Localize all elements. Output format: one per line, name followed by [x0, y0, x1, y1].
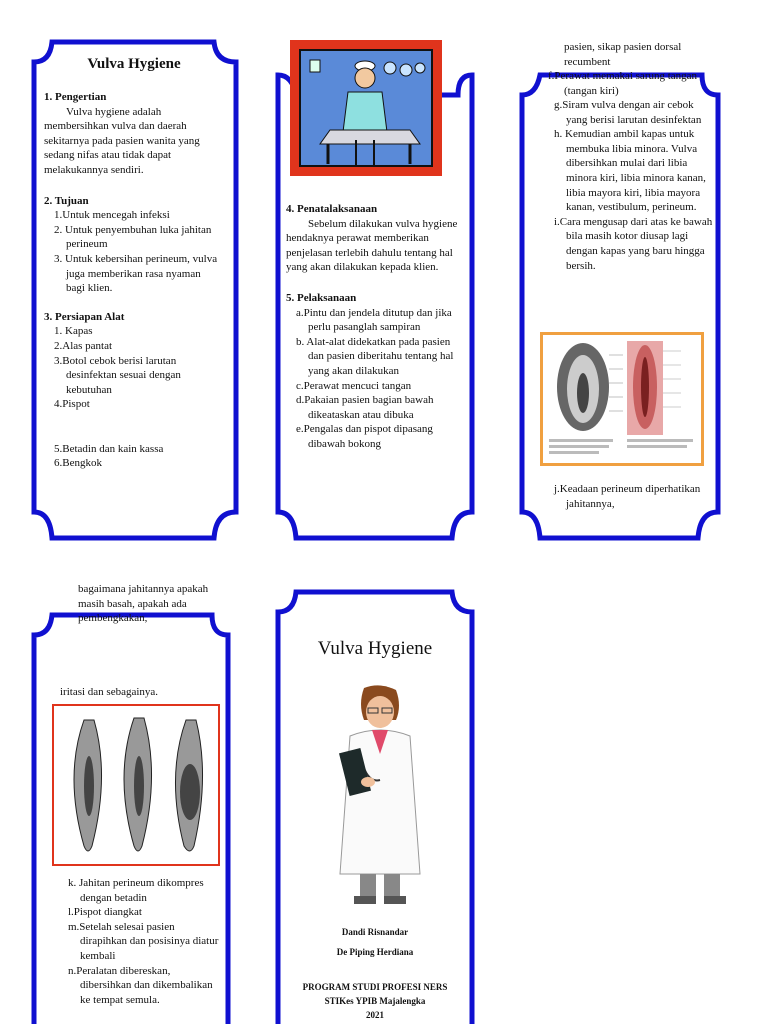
- list-item: 3. Untuk kebersihan perineum, vulva juga memberikan rasa nyaman bagi klien.: [54, 252, 218, 295]
- nurse-clipart-image: [290, 40, 442, 176]
- panel1-title: Vulva Hygiene: [87, 56, 181, 72]
- list-item: f.Perawat memakai sarung tangan (tangan kiri): [548, 70, 698, 97]
- section-pelaksanaan-heading: 5. Pelaksanaan: [286, 291, 357, 304]
- doctor-clipart-image: [330, 684, 430, 906]
- panel3-top-text: [548, 40, 716, 98]
- list-item: b. Alat-alat didekatkan pada pasien dan pasien diberitahu tentang hal yang akan dilakukan: [296, 335, 454, 377]
- list-item: 5.Betadin dan kain kassa: [54, 442, 164, 455]
- section-alat-heading: 3. Persiapan Alat: [44, 310, 125, 323]
- perineum-drawing-image: [52, 704, 220, 866]
- list-item: 6.Bengkok: [54, 457, 102, 470]
- cover-institution: [282, 980, 468, 1022]
- cover-authors: [282, 922, 468, 962]
- section-tujuan-heading: 2. Tujuan: [44, 194, 89, 207]
- year: 2021: [366, 1010, 384, 1020]
- list-item: i.Cara mengusap dari atas ke bawah bila masih kotor diusap lagi dengan kapas yang baru hingga bersih.: [554, 215, 713, 272]
- panel2-text: [286, 202, 458, 452]
- list-item: m.Setelah selesai pasien dirapihkan dan posisinya diatur kembali: [68, 920, 219, 962]
- list-item-continued: bagaimana jahitannya apakah masih basah, apakah ada pembengkakan,: [78, 583, 209, 625]
- list-item-continued: iritasi dan sebagainya.: [60, 686, 159, 698]
- cover-title: Vulva Hygiene: [317, 638, 433, 659]
- author-name: Dandi Risnandar: [341, 927, 409, 937]
- list-item: e.Pengalas dan pispot dipasang dibawah bokong: [296, 423, 433, 450]
- panel1-text: [44, 90, 220, 471]
- author-name: De Piping Herdiana: [336, 947, 414, 957]
- list-item: 2. Untuk penyembuhan luka jahitan perineum: [54, 223, 212, 251]
- section-pengertian-heading: 1. Pengertian: [44, 91, 107, 103]
- list-item: h. Kemudian ambil kapas untuk membuka libia minora. Vulva dibersihkan mulai dari libia minora kiri, libia minora kanan, libia mayora kiri, libia mayora kanan, vestibulum, perineum.: [554, 128, 706, 214]
- list-item: n.Peralatan dibereskan, dibersihkan dan dikembalikan ke tempat semula.: [68, 964, 213, 1006]
- panel4-top-text: [78, 582, 228, 626]
- panel4-mid-text: [60, 685, 220, 700]
- list-item: g.Siram vulva dengan air cebok yang berisi larutan desinfektan: [554, 99, 702, 126]
- program-name: PROGRAM STUDI PROFESI NERS: [302, 982, 448, 992]
- list-item-continued: pasien, sikap pasien dorsal recumbent: [564, 41, 682, 68]
- list-item: k. Jahitan perineum dikompres dengan betadin: [68, 877, 204, 904]
- list-item: d.Pakaian pasien bagian bawah dikeataskan atau dibuka: [296, 394, 434, 421]
- list-item: j.Keadaan perineum diperhatikan jahitannya,: [554, 483, 701, 510]
- list-item: 3.Botol cebok berisi larutan desinfektan sesuai dengan kebutuhan: [54, 354, 181, 396]
- list-item: 1.Untuk mencegah infeksi: [54, 209, 170, 222]
- list-item: 1. Kapas: [54, 325, 93, 338]
- anatomy-illustration-image: [540, 332, 704, 466]
- list-item: l.Pispot diangkat: [68, 906, 142, 919]
- section-pengertian-body: Vulva hygiene adalah membersihkan vulva dan daerah sekitarnya pada pasien wanita yang sedang nifas atau tidak dapat melakukannya sendiri.: [44, 105, 200, 176]
- list-item: 2.Alas pantat: [54, 339, 113, 352]
- section-penatalaksanaan-body: Sebelum dilakukan vulva hygiene hendaknya perawat memberikan penjelasan terlebih dahulu tentang hal yang akan dilakukan kepada klien.: [286, 217, 458, 274]
- list-item: 4.Pispot: [54, 398, 90, 411]
- panel4-text: [58, 876, 222, 1007]
- school-name: STIKes YPIB Majalengka: [324, 996, 426, 1006]
- panel3-bottom-text: [544, 482, 714, 511]
- section-penatalaksanaan-heading: 4. Penatalaksanaan: [286, 203, 378, 215]
- list-item: a.Pintu dan jendela ditutup dan jika perlu pasanglah sampiran: [296, 306, 452, 334]
- list-item: c.Perawat mencuci tangan: [296, 379, 412, 392]
- panel3-text: [544, 98, 714, 273]
